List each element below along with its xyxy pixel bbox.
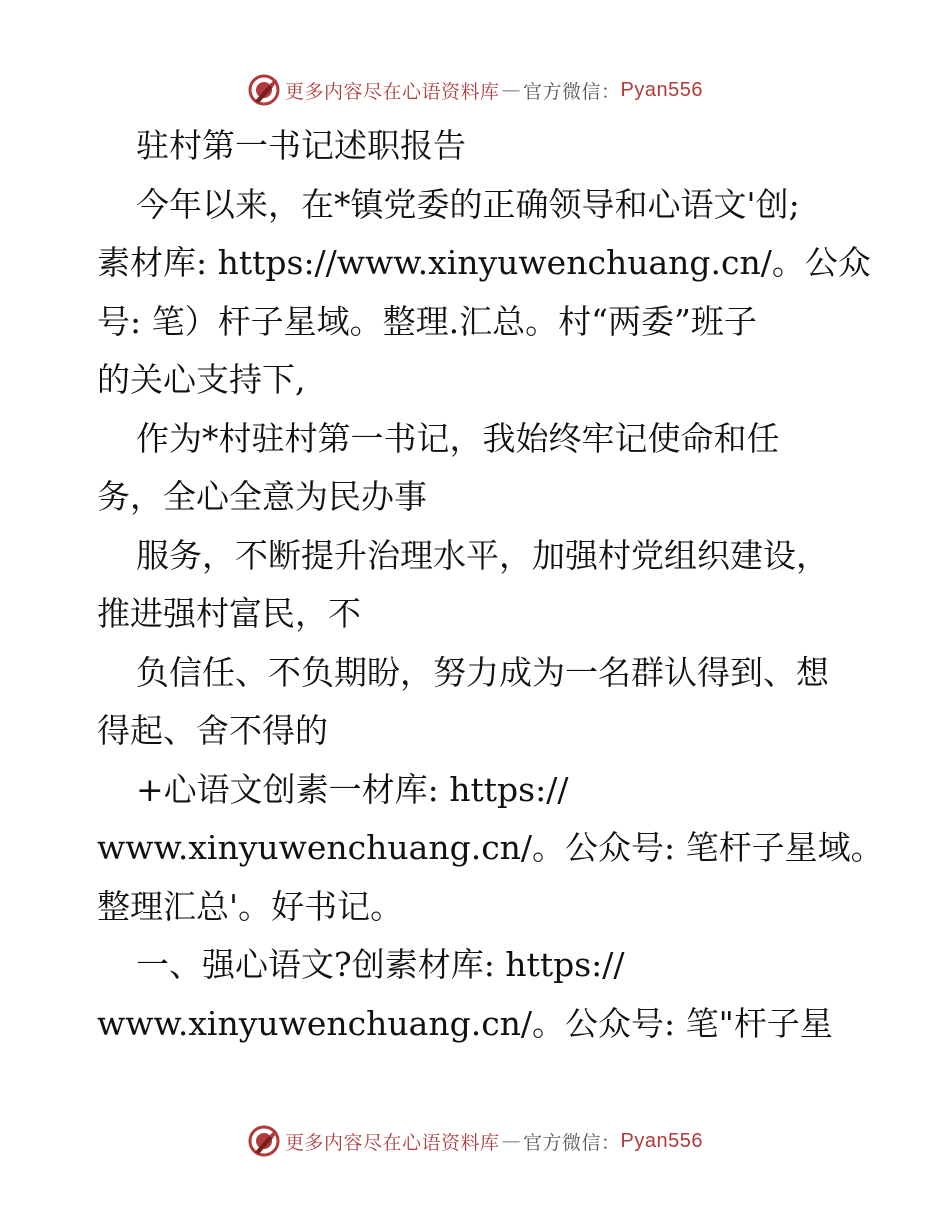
paragraph-line: 服务，不断提升治理水平，加强村党组织建设， — [136, 535, 829, 575]
banner-suffix: 官方微信： — [523, 80, 621, 103]
document-body — [97, 117, 884, 1053]
banner-suffix: 官方微信： — [523, 1131, 621, 1154]
pen-nib-logo-icon — [247, 73, 281, 107]
paragraph-line: 作为*村驻村第一书记，我始终牢记使命和任 — [136, 418, 780, 458]
paragraph-line: +心语文创素一材库: https:// — [136, 769, 569, 809]
paragraph-line: www.xinyuwenchuang.cn/。公众号: 笔"杆子星 — [97, 1003, 833, 1043]
footer-banner — [0, 1121, 950, 1161]
paragraph-line: 推进强村富民，不 — [97, 594, 361, 633]
section-heading: 一、强心语文?创素材库: https:// — [136, 945, 625, 984]
banner-text: 更多内容尽在心语资料库 — [285, 1131, 500, 1154]
paragraph-line: 务，全心全意为民办事 — [97, 477, 427, 516]
paragraph-line: 号: 笔）杆子星域。整理.汇总。村“两委”班子 — [97, 301, 757, 341]
banner-dash: — — [501, 1130, 522, 1152]
paragraph-line: 今年以来，在*镇党委的正确领导和心语文'创; — [136, 184, 800, 224]
paragraph-line: 得起、舍不得的 — [97, 711, 328, 750]
banner-wechat-id: Pyan556 — [620, 78, 703, 101]
paragraph-line: 负信任、不负期盼，努力成为一名群认得到、想 — [136, 652, 829, 692]
paragraph-line: 素材库: https://www.xinyuwenchuang.cn/。公众 — [97, 243, 871, 282]
paragraph-line: 整理汇总'。好书记。 — [97, 886, 404, 926]
banner-dash: — — [501, 79, 522, 101]
document-title: 驻村第一书记述职报告 — [136, 126, 466, 165]
banner-wechat-id: Pyan556 — [620, 1129, 703, 1152]
banner-text: 更多内容尽在心语资料库 — [285, 80, 500, 103]
pen-nib-logo-icon — [247, 1124, 281, 1158]
paragraph-line: 的关心支持下, — [97, 360, 306, 399]
header-banner — [0, 70, 950, 110]
paragraph-line: www.xinyuwenchuang.cn/。公众号: 笔杆子星域。 — [97, 828, 884, 867]
